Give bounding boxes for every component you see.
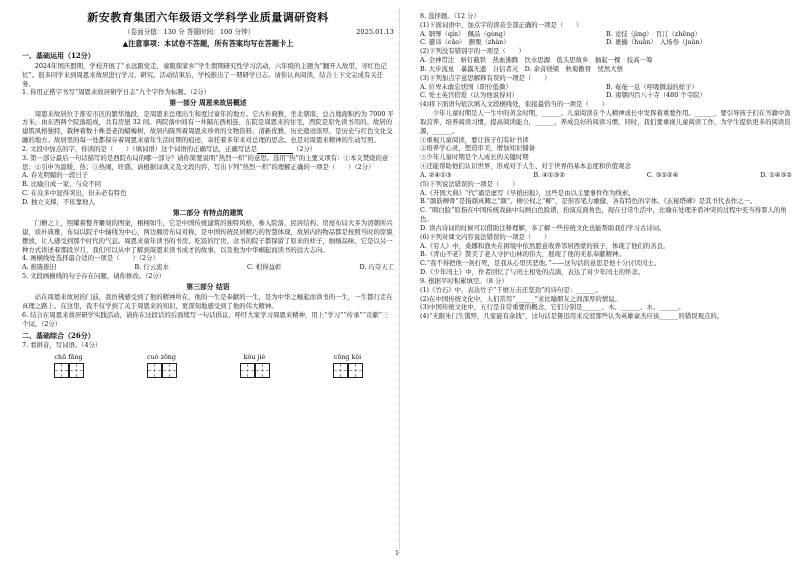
question-2-text: 2. 文段中加点的字，你读的是（ ）（填词语）这个词语的正确写法，正确写法是 [22,144,257,153]
option: D. 南朝四百八十寺（480 个寺院） [606,91,706,100]
page-number: 1 [395,550,399,557]
option: C. 相得益彰 [246,263,282,272]
grid-cell [54,363,69,378]
sentence-item: ④还能帮助他们认识世界，形成对于人生、对于世界的基本态度和价值观念 [420,162,631,171]
question-8-1: (1)下面词语中，加点字的读音全部正确的一项是（ ） [420,20,583,29]
option: B.“颜筋柳骨”是指颜真卿之“颜”、柳公权之“柳”，是形容笔力雄健，各有特色的字体。《玄秘塔碑》是其书代表作之一。 [420,197,757,206]
option: C. 避讳（cǎo） 颤栗（zhàn） [420,38,510,47]
pinyin-label: kǒu jié [243,353,266,361]
question-8-4-text: 少年儿童时期是人一生中的黄金时期，______。儿童阅读在个人精神成长中发挥着重要作用。______，要引导孩子们在书籍中汲取营养，培养阅读习惯，提高阅读能力，______，养成良好的阅读习惯，同时，我们要重视儿童阅读工作，为学生提供更多的阅读资源，______。 [420,109,791,135]
section-1-title: 一、基础运用（12分） [22,51,95,61]
sentence-item: ②培养学心灵，塑造审美，增加知识储备 [420,144,536,153]
question-8-4-options [420,171,792,180]
option: D. 裹撮（huǎn） 入场券（juàn） [606,38,706,47]
pinyin-row [22,353,394,362]
option: C. ③①②④ [646,170,679,179]
writing-grid [127,363,197,378]
option: A. 推陈推旧 [22,263,57,272]
writing-grid-row [22,363,394,378]
option: B. 大步流星 暴露无遗 自信者灭 D. 余音绕梁 秋菊傲骨 忧然大悟 [420,64,624,73]
answer-blank [257,147,293,154]
question-8-3: (3)下列加点字意思解释有误的一项是（ ） [420,73,551,82]
option: B. 比喻自成一家，与众不同 [22,180,102,189]
part-3-text: 站在周恩来故居的门前，我仿佛感受到了他的精神所在，他的一生是奉献的一生，是为中华之崛起而读书的一生，一生都行走在真理之路上。在这里，我不仅学到了关于周恩来的知识，更深刻地感受到了他的伟大精神。 [22,293,393,311]
grid-cell [348,363,363,378]
option: C. “唱白脸”原指在中国传统戏曲中勾画白色脸谱，扮演反面角色，现在日常生活中，比喻在处理矛盾冲突的过程中充当得罪人的角色。 [420,206,787,224]
option: B. 奄奄一息（呼吸微弱的样子） [606,82,698,91]
option: A. 春光明媚的一段日子 [22,171,89,180]
grid-cell [255,363,270,378]
option: A. 位卑未敢忘忧国（职位低微） [420,82,512,91]
part-3-title: 第三部分 结语 [186,282,230,291]
option: B.《青山不老》赞美了老人守护山林的伟大，展现了他的无私奉献精神。 [420,250,625,259]
right-column [420,0,792,321]
option: B. ④①③② [533,170,566,179]
question-8: 8. 选择题。（12 分） [420,12,480,20]
question-1: 1. 你用正楷字书写“周恩来故居研学日志”九个字作为标题。（2分） [22,88,211,97]
score-info: （卷面分值：130 分 答题时间：100 分钟） [123,28,255,37]
part-1-text: 周恩来故居位于淮安市区的繁华地段，是周恩来总理出生和度过童年的地方。它古朴典雅，坐北朝南，总占地面积约为 7000 平方米，由东西两个院落组成，共有房屋 32 间。两院落中间有一井隔东西相连，东院是周恩来的住宅，西院是原先读书用的。故居的建筑风格独特，栽种着数十株苍老的蜡梅树，故居内陈列着周恩来珍贵的文物资料，清新优雅，历史遗迹浓厚，是历史与红色文化交融的地方。故居里的每一处都保存着周恩来童年生活时期的痕迹，寄托着多年来对总理的思念。也是对周恩来精神的生动写照。 [22,109,394,145]
part-2-title: 第二部分 有特点的建筑 [172,208,244,217]
left-column [22,0,394,382]
writing-grid [313,363,383,378]
fill-item: (3)中国传统文化中，五行是非常重要的概念，它们分别是______、木、______、水、______。 [420,303,685,312]
page-title: 新安教育集团六年级语文学科学业质量调研资料 [87,11,329,24]
option: A.《穷人》中，桑娜和渔夫在困境中依然愿意收养邻居西蒙的孩子，体现了他们的善良。 [420,241,670,250]
part-1-title: 第一部分 周恩来故居概述 [169,99,247,108]
option: C. 处士英宫搭爱（认为他说得对） [420,91,519,100]
question-8-5: (5)下列说法错误的一项是（ ） [420,179,519,188]
column-divider [399,8,400,553]
option: D. ①④③② [760,170,792,179]
intro-text: 2024年国庆假期，学校开展了“永远跟党走，童眼探家乡”学生假期研究性学习活动，六年级的主题为“翻开人故里，寻红色记忆”。很多同学来到周恩来故居进行学习、研究。活动结束后，学校推出了一期研学日志。请你认真阅读，结合上下文完成有关任务。 [22,61,387,88]
pinyin-label: cuò zōng [147,353,176,361]
option: D. 读古诗词的时候可以借助注释理解，多了解一些传统文化也能帮助我们学习古诗词。 [420,223,666,232]
grid-cell [240,363,255,378]
pinyin-label: cōng kǒi [333,353,362,361]
grid-cell [333,363,348,378]
fill-item: (1)《竹石》中，表达竹子“千磨万击还坚劲”的诗句是：______。 [420,285,602,294]
question-4: 4. 画横线处选择最合适的一项是（ ）（2分） [22,254,159,263]
grid-cell [147,363,162,378]
question-5: 5. 文段画横线的句子存在问题，请你修改。（2分） [22,272,166,280]
question-8-1-options-b [420,38,792,47]
grid-cell [162,363,177,378]
option: A.《开国大典》“代”诵是虚写《早稻田报》，这些是由以主要事件作为线索。 [420,188,635,197]
option: B. 竞技（jìng） 百汀（zhēng） [606,29,701,38]
option: D. 巧夺天工 [359,263,394,272]
option: A. 钢琴（qín） 佩品（gòng） [420,29,510,38]
question-8-6: (6)下列对课文内容说法错误的一项是（ ） [420,232,551,241]
question-6: 6. 结合在周恩来故居研学实践活动，请你在这段话的后面续写一句话倡议，呼吁大家学习周恩来精神，用上“学习”“传承”“贡献”三个词。（2分） [22,310,389,328]
option: C.“我不得把他一剑打死，是我从心里厌恶他。”——这句话的意思是他十分讨厌闰土。 [420,259,661,268]
option: A. ②④①③ [420,170,452,179]
question-2 [22,145,394,154]
question-7: 7. 看拼音，写词语。（4分） [22,341,102,350]
option: D.《少年闰土》中，作者回忆了与闰土相处的点滴，表达了对少年闰土的怀念。 [420,268,645,277]
fill-item: (2)在中国传统文化中，人们常用“______”来比喻朋友之间深厚的情谊。 [420,294,621,303]
option: C. 在众多中显得突出，但未必有特色 [22,189,127,197]
question-9: 9. 根据平时积累填空。（8 分） [420,276,508,285]
question-3: 3. 第一部分最后一句话描写的是西院布局的哪一部分？请你简要说明“热烈一炽”的意思。选用“热”的主要义项有：①本义焚烧的意思；②引申为温暖，热；③热闹，旺盛。请根据词典义及文段内容，写出下列“热烈一炽”的理解正确的一项是（ ）（2分） [22,153,389,171]
question-2-score: （2分） [293,144,317,153]
section-2-title: 二、基础综合（26分） [22,330,95,340]
question-4-options [22,263,394,272]
option: D. 独立支撑，不依靠他人 [22,197,95,206]
question-8-2: (2)下列没有错别字的一项是（ ） [420,47,525,56]
part-2-text: 门檐之上，照耀着整齐雕刻的图案，栩栩如生，它是中国传统建筑的独特风格，参入院落，民居结构、房屋布局大多为清朝所兴建，质朴典雅，布局以院子中轴线为中心，两边厢房布局对称，是中国传统民居精巧的智慧体现，故居内的物品都是按照当时的原貌摆放，让人感受到那个时代的气息。周恩来童年读书的书房、吃饭的厅房、念书的院子都保留了原来的样子，细细品味，它是以另一种方式讲述着那段岁月，我们可以从中了解到周恩来读书成才的故事，以及他为中华崛起而读书的远大志向。 [22,219,393,254]
sentence-item: ③少年儿童时期是个人成长的关键时期 [420,153,529,162]
question-8-3-options-b [420,91,792,100]
pinyin-label: chū fǎng [54,353,83,361]
writing-grid [34,363,104,378]
question-8-4: (4)将下面语句依次填入文段横线处，衔接最恰当的一项是（ ） [420,100,608,109]
exam-date: 2025.01.13 [356,28,394,37]
grid-cell [69,363,84,378]
sentence-item: ①重视儿童阅读，要让孩子们有好书读 [420,135,529,144]
writing-grid [220,363,290,378]
notice: ▲注意事项：本试卷不答题，所有答案均写在答题卡上 [122,39,294,49]
option: A. 全神贯注 斩钉截铁 热血沸腾 饮水思源 低头思故乡 抽起一棵 技高一筹 [420,56,653,65]
meta-row [22,28,394,37]
question-3-options [22,171,394,206]
fill-item: (4)“无限朱门生饿殍，几家能有余钱”，这句话是鲁迅用来反驳那些认为英雄豪杰应该______的错误观点的。 [420,312,724,321]
option: B. 行云流水 [134,263,169,272]
